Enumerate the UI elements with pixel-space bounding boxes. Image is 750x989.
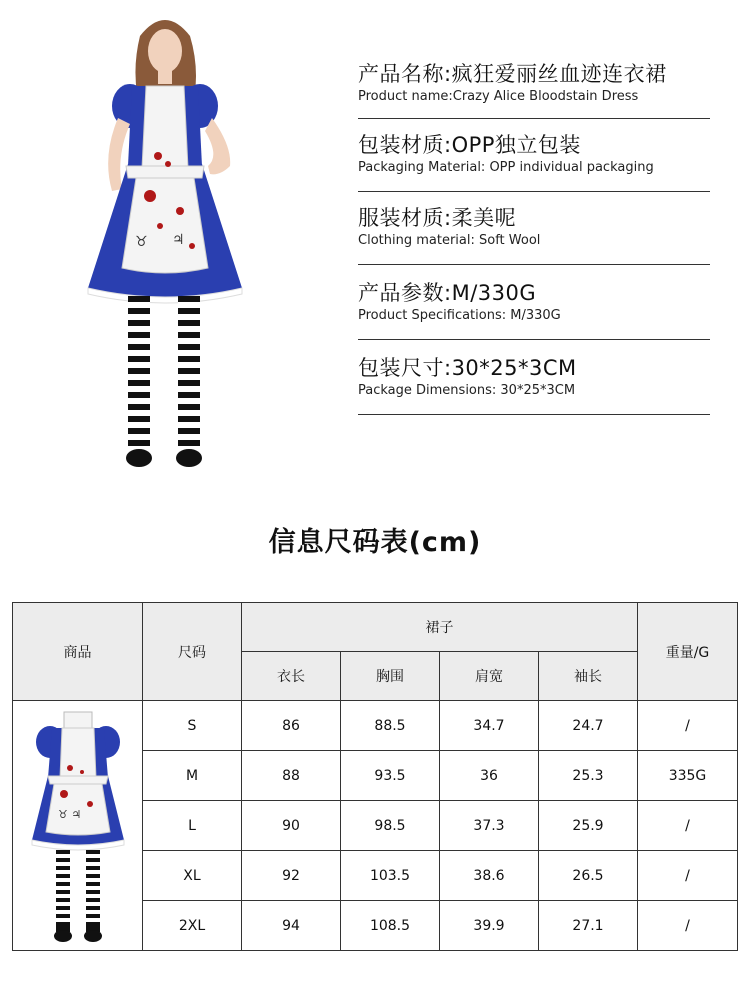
cell-bust: 108.5 xyxy=(341,901,440,951)
table-row xyxy=(13,701,738,751)
cell-shoulder: 36 xyxy=(440,751,539,801)
cell-bust: 103.5 xyxy=(341,851,440,901)
cell-shoulder: 37.3 xyxy=(440,801,539,851)
size-chart-title: 信息尺码表(cm) xyxy=(268,527,482,558)
spec-en: Package Dimensions: 30*25*3CM xyxy=(358,383,576,398)
spec-clothing-material xyxy=(358,192,710,265)
cell-weight: 335G xyxy=(638,751,738,801)
cell-weight: / xyxy=(638,851,738,901)
product-thumbnail xyxy=(30,708,126,944)
spec-packaging-material xyxy=(358,119,710,192)
cell-shoulder: 39.9 xyxy=(440,901,539,951)
spec-cn: 产品名称:疯狂爱丽丝血迹连衣裙 xyxy=(358,62,667,86)
header-product: 商品 xyxy=(13,603,143,701)
header-shoulder: 肩宽 xyxy=(440,652,539,701)
svg-text:♃: ♃ xyxy=(172,232,185,248)
cell-size: L xyxy=(143,801,242,851)
cell-weight: / xyxy=(638,701,738,751)
cell-shoulder: 38.6 xyxy=(440,851,539,901)
header-weight: 重量/G xyxy=(638,603,738,701)
cell-bust: 88.5 xyxy=(341,701,440,751)
spec-cn: 包装材质:OPP独立包装 xyxy=(358,133,581,157)
spec-en: Packaging Material: OPP individual packaging xyxy=(358,160,654,175)
cell-sleeve: 25.3 xyxy=(539,751,638,801)
cell-size: S xyxy=(143,701,242,751)
header-bust: 胸围 xyxy=(341,652,440,701)
cell-length: 88 xyxy=(242,751,341,801)
product-thumbnail-cell xyxy=(13,701,143,951)
cell-size: 2XL xyxy=(143,901,242,951)
cell-length: 94 xyxy=(242,901,341,951)
cell-size: XL xyxy=(143,851,242,901)
size-chart-table xyxy=(12,602,738,951)
cell-sleeve: 25.9 xyxy=(539,801,638,851)
spec-en: Product name:Crazy Alice Bloodstain Dress xyxy=(358,89,639,104)
svg-text:♉: ♉ xyxy=(135,234,148,250)
header-skirt-group: 裙子 xyxy=(242,603,638,652)
cell-bust: 93.5 xyxy=(341,751,440,801)
product-spec-list xyxy=(358,60,710,415)
cell-sleeve: 24.7 xyxy=(539,701,638,751)
cell-length: 90 xyxy=(242,801,341,851)
header-sleeve: 袖长 xyxy=(539,652,638,701)
cell-sleeve: 26.5 xyxy=(539,851,638,901)
cell-length: 92 xyxy=(242,851,341,901)
cell-bust: 98.5 xyxy=(341,801,440,851)
cell-sleeve: 27.1 xyxy=(539,901,638,951)
header-size: 尺码 xyxy=(143,603,242,701)
cell-length: 86 xyxy=(242,701,341,751)
cell-shoulder: 34.7 xyxy=(440,701,539,751)
spec-en: Clothing material: Soft Wool xyxy=(358,233,541,248)
cell-weight: / xyxy=(638,901,738,951)
spec-product-specifications xyxy=(358,265,710,340)
spec-product-name xyxy=(358,60,710,119)
spec-cn: 产品参数:M/330G xyxy=(358,281,537,305)
svg-text:♉ ♃: ♉ ♃ xyxy=(57,807,81,821)
header-length: 衣长 xyxy=(242,652,341,701)
product-model-photo xyxy=(60,6,270,476)
spec-en: Product Specifications: M/330G xyxy=(358,308,561,323)
cell-size: M xyxy=(143,751,242,801)
spec-cn: 服装材质:柔美呢 xyxy=(358,206,517,230)
spec-package-dimensions xyxy=(358,340,710,415)
cell-weight: / xyxy=(638,801,738,851)
spec-cn: 包装尺寸:30*25*3CM xyxy=(358,356,577,380)
